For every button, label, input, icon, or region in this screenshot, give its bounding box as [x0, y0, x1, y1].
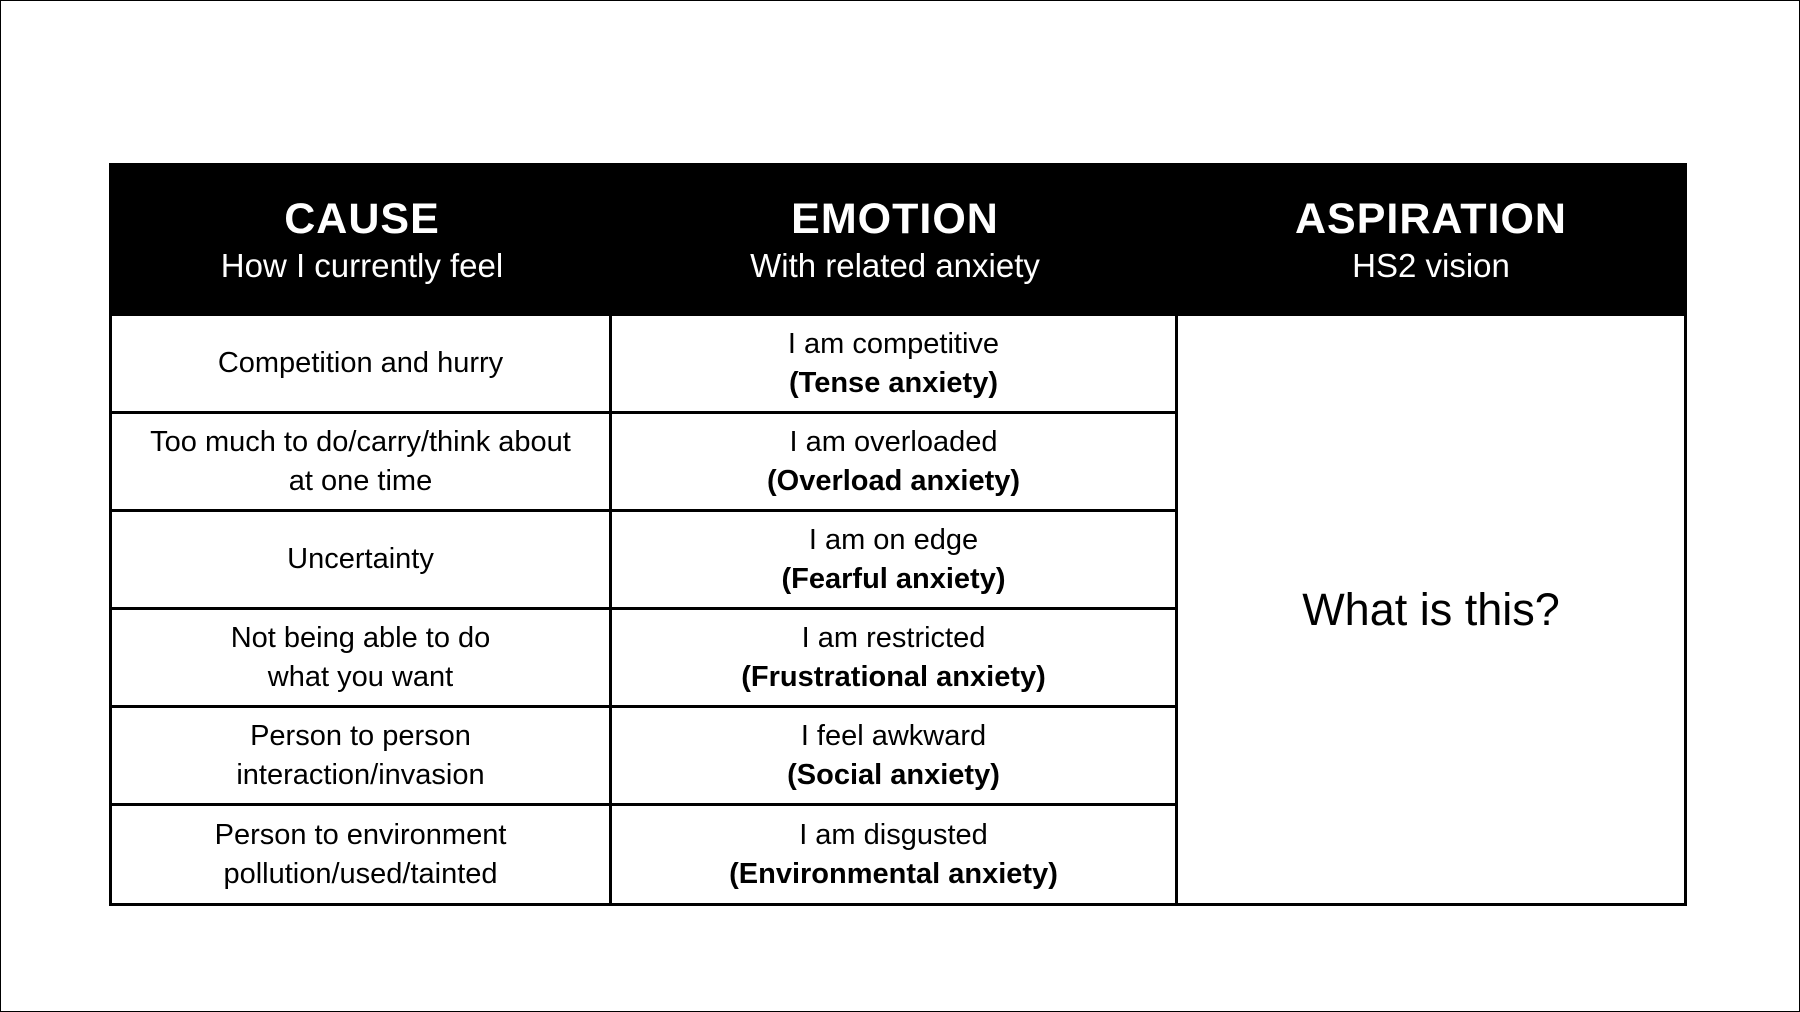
anxiety-table: [109, 163, 1687, 906]
emotion-text: I am overloaded: [789, 425, 998, 458]
header-cause-subtitle: How I currently feel: [220, 247, 504, 284]
emotion-text: I am restricted: [801, 621, 986, 654]
header-aspiration-subtitle: HS2 vision: [1352, 247, 1510, 284]
aspiration-text: What is this?: [1302, 584, 1560, 635]
cause-text: Too much to do/carry/think about at one time: [150, 425, 571, 497]
emotion-cell: [612, 316, 1178, 414]
emotion-cell: [612, 610, 1178, 708]
emotion-text: I am disgusted: [799, 819, 988, 851]
emotion-cell: [612, 806, 1178, 904]
emotion-text: I am on edge: [808, 523, 979, 556]
cause-cell: [112, 316, 612, 414]
anxiety-label: (Overload anxiety): [766, 464, 1021, 497]
cause-cell: [112, 806, 612, 904]
cause-text: Person to person interaction/invasion: [236, 719, 485, 791]
cause-cell: [112, 512, 612, 610]
cause-cell: [112, 414, 612, 512]
header-aspiration: [1178, 166, 1684, 316]
cause-text: Person to environment pollution/used/tainted: [214, 819, 507, 890]
aspiration-cell: [1178, 316, 1684, 904]
cause-cell: [112, 708, 612, 806]
emotion-cell: [612, 414, 1178, 512]
header-cause: [112, 166, 612, 316]
emotion-cell: [612, 512, 1178, 610]
header-emotion: [612, 166, 1178, 316]
emotion-text: I am competitive: [787, 327, 1000, 360]
anxiety-label: (Social anxiety): [787, 758, 1000, 791]
cause-text: Uncertainty: [287, 543, 434, 575]
anxiety-label: (Frustrational anxiety): [741, 660, 1046, 693]
emotion-cell: [612, 708, 1178, 806]
header-emotion-subtitle: With related anxiety: [750, 247, 1040, 284]
header-aspiration-title: ASPIRATION: [1295, 195, 1567, 243]
cause-cell: [112, 610, 612, 708]
header-cause-title: CAUSE: [284, 195, 440, 243]
header-emotion-title: EMOTION: [791, 195, 999, 243]
emotion-text: I feel awkward: [800, 719, 987, 752]
anxiety-label: (Tense anxiety): [789, 366, 998, 399]
anxiety-label: (Environmental anxiety): [729, 858, 1058, 890]
anxiety-label: (Fearful anxiety): [781, 562, 1006, 595]
cause-text: Not being able to do what you want: [230, 621, 491, 693]
cause-text: Competition and hurry: [217, 347, 504, 379]
